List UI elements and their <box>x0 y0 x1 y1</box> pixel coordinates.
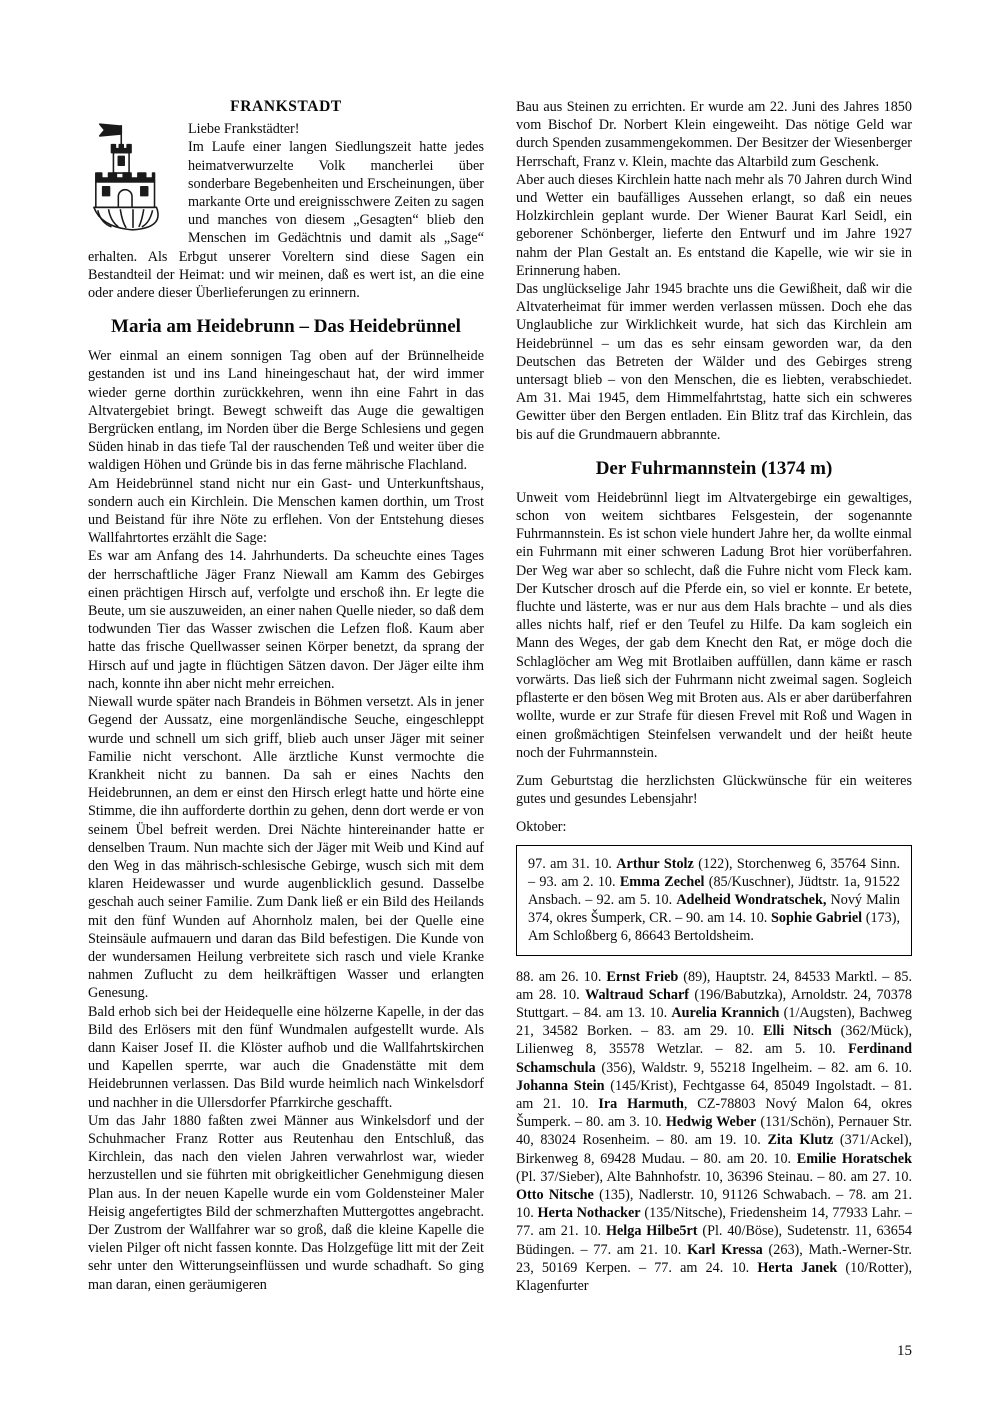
birthday-box-entries: 97. am 31. 10. Arthur Stolz (122), Storchenweg 6, 35764 Sinn. – 93. am 2. 10. Emma Zechel (85/Kuschner), Jüdtstr. 1a, 91522 Ansbach. – 92. am 5. 10. Adelheid Wondratschek, Nový Malin 374, okres Šumperk, CR. – 90. am 14. 10. Sophie Gabriel (173), Am Schloßberg 6, 86643 Bertoldsheim. <box>528 855 901 945</box>
right-column <box>516 98 912 1295</box>
birthday-list: 88. am 26. 10. Ernst Frieb (89), Hauptstr. 24, 84533 Marktl. – 85. am 28. 10. Waltraud Scharf (196/Babutzka), Arnoldstr. 24, 70378 Stuttgart. – 84. am 13. 10. Aurelia Krannich (1/Augsten), Bachweg 21, 34582 Borken. – 83. am 29. 10. Elli Nitsch (362/Mück), Lilienweg 8, 35578 Wetzlar. – 82. am 5. 10. Ferdinand Schamschula (356), Waldstr. 9, 55218 Ingelheim. – 82. am 6. 10. Johanna Stein (145/Krist), Fechtgasse 64, 85049 Ingolstadt. – 81. am 21. 10. Ira Harmuth, CZ-78803 Nový Malon 64, okres Šumperk. – 80. am 3. 10. Hedwig Weber (131/Schön), Pernauer Str. 40, 83024 Rosenheim. – 80. am 19. 10. Zita Klutz (371/Ackel), Birkenweg 8, 69428 Mudau. – 80. am 20. 10. Emilie Horatschek (Pl. 37/Sieber), Alte Bahnhofstr. 10, 36396 Steinau. – 80. am 27. 10. Otto Nitsche (135), Nadlerstr. 10, 91126 Schwabach. – 78. am 21. 10. Herta Nothacker (135/Nitsche), Friedensheim 14, 77933 Lahr. – 77. am 21. 10. Helga Hilbe5rt (Pl. 40/Böse), Sudetenstr. 11, 63654 Büdingen. – 77. am 21. 10. Karl Kressa (263), Math.-Werner-Str. 23, 50169 Kerpen. – 77. am 24. 10. Herta Janek (10/Rotter), Klagenfurter <box>516 968 913 1294</box>
birthday-month-label: Oktober: <box>516 819 567 836</box>
heidebrunn-article-heading: Maria am Heidebrunn – Das Heidebrünnel <box>111 316 461 338</box>
paragraph: Es war am Anfang des 14. Jahrhunderts. Da scheuchte eines Tages der herrschaftliche Jäger Franz Niewall am Kamm des Gebirges einen prächtigen Hirsch auf, verfolgte und erschoß ihn. Er legte die Beute, um sie auszuweiden, an einer nahen Quelle nieder, so daß dem todwunden Tier das Wasser zwischen die Lefzen floß. Kaum aber hatte das frische Quellwasser seinen Körper benetzt, da sprang der Hirsch auf und jagte in flüchtigen Sätzen davon. Der Jäger eilte ihm nach, konnte ihn aber nicht mehr erreichen. <box>88 548 484 692</box>
paragraph: Wer einmal an einem sonnigen Tag oben auf der Brünnelheide gestanden ist und ins Land hineingeschaut hat, der wird immer wieder gerne dorthin zurückkehren, wenn ihn eine Fahrt in das Altvatergebiet bringt. Bewegt schweift das Auge die gewaltigen Bergrücken entlang, im Norden über die Berge Schlesiens und gegen Süden hinab in das tiefe Tal der rauschenden Teß und weiter über die waldigen Höhen und Gründe bis in das ferne mährische Flachland. <box>88 348 484 474</box>
masthead-salutation: Liebe Frankstädter! <box>188 121 300 138</box>
paragraph: Um das Jahr 1880 faßten zwei Männer aus Winkelsdorf und der Schuhmacher Franz Rotter aus Reutenhau den Entschluß, das Kirchlein, das nach den vielen Jahren verwahrlost war, wieder herzustellen und sie führten mit obrigkeitlicher Genehmigung diesen Plan aus. In der neuen Kapelle wurde ein vom Goldensteiner Maler Heisig angefertigtes Bild der schmerzhaften Muttergottes angebracht. Der Zustrom der Wallfahrer war so groß, daß die kleine Kapelle die vielen Pilger oft nicht fassen konnte. Das Holzgefüge litt mit der Zeit sehr unter den Witterungseinflüssen und wurde schadhaft. So ging man daran, einen geräumigeren <box>88 1112 484 1293</box>
masthead-title: FRANKSTADT <box>230 98 342 115</box>
birthday-intro: Zum Geburtstag die herzlichsten Glückwünsche für ein weiteres gutes und gesundes Lebensjahr! <box>516 772 912 808</box>
birthday-box <box>516 845 912 956</box>
masthead-body: Im Laufe einer langen Siedlungszeit hatte jedes heimatverwurzelte Volk mancherlei über sonderbare Begebenheiten und Erscheinungen, über markante Orte und ereignisschwere Zeiten zu sagen und manches von diesem „Gesagten“ blieb den Menschen im Gedächtnis und damit als „Sage“ erhalten. Als Erbgut unserer Voreltern sind diese Sagen ein Bestandteil der Heimat: und wir meinen, daß es wert ist, an die eine oder andere dieser Überlieferungen zu erinnern. <box>88 139 484 302</box>
paragraph: Am Heidebrünnel stand nicht nur ein Gast- und Unterkunftshaus, sondern auch ein Kirchlein. Die Menschen kamen dorthin, um Trost und Beistand für ihre Nöte zu erflehen. Von der Entstehung dieses Wallfahrtortes erzählt die Sage: <box>88 475 484 547</box>
paragraph: Das unglückselige Jahr 1945 brachte uns die Gewißheit, daß wir die Altvaterheimat für immer werden verlassen müssen. Doch ehe das Unglaubliche zur Wirklichkeit wurde, hat sich das Kirchlein am Heidebrünnel – um das es sehr einsam geworden war, da den Deutschen das Betreten der Wälder und des Gebirges streng untersagt blieb – von den Menschen, die es liebten, verabschiedet. Am 31. Mai 1945, dem Himmelfahrtstag, hatte sich ein schweres Gewitter über den Bergen entladen. Ein Blitz traf das Kirchlein, das bis auf die Grundmauern abbrannte. <box>516 281 912 443</box>
fuhrmannstein-article-heading: Der Fuhrmannstein (1374 m) <box>595 457 833 479</box>
paragraph: Bau aus Steinen zu errichten. Er wurde am 22. Juni des Jahres 1850 vom Bischof Dr. Norbert Klein eingeweiht. Das nötige Geld war durch Spenden zusammengekommen. Der Besitzer der Wiesenberger Herrschaft, Franz v. Klein, machte das Altarbild zum Geschenk. <box>516 99 912 170</box>
paragraph: Unweit vom Heidebrünnl liegt im Altvatergebirge ein gewaltiges, schon von weitem sichtbares Felsgestein, der sogenannte Fuhrmannstein. Es ist schon viele hundert Jahre her, da wollte einmal ein Fuhrmann mit einer schweren Ladung Brot hier vorüberfahren. Der Weg war aber so schlecht, daß die Fuhre nicht vom Fleck kam. Der Kutscher drosch auf die Pferde ein, so viel er konnte. Er betete, fluchte und lästerte, was er nur aus dem Hals brachte – und als dies alles nichts half, rief er den Teufel zu Hilfe. Da kam sogleich ein Mann des Weges, der gab dem Knecht den Rat, er möge doch die Schlaglöcher am Weg mit Brotlaiben auffüllen, dann käme er rasch vorwärts. Das ließ sich der Fuhrmann nicht zweimal sagen. Sogleich pflasterte er den bösen Weg mit Broten aus. Als er aber darüberfahren wollte, wurde er zur Strafe für diesen Frevel mit Roß und Wagen in einen großmächtigen Steinfelsen verwandelt und der heißt heute noch der Fuhrmannstein. <box>516 489 912 761</box>
paragraph: Niewall wurde später nach Brandeis in Böhmen versetzt. Als in jener Gegend der Aussatz, eine morgenländische Seuche, eingeschleppt wurde und schnell um sich griff, blieb auch unser Jäger mit seiner Familie nicht verschont. Alle ärztliche Kunst vermochte die Krankheit nicht zu bannen. Da sah er eines Nachts den Heidebrunnen, an dem er einst den Hirsch erlegt hatte und hörte eine Stimme, die ihn aufforderte dorthin zu gehen, denn dort werde er von seinem Übel befreit werden. Drei Nächte hintereinander hatte er denselben Traum. Nun machte sich der Jäger mit Weib und Kind auf den Weg in das mährisch-schlesische Gebirge, wusch sich mit dem klaren Heidewasser und wurde augenblicklich gesund. Dasselbe geschah auch seiner Familie. Zum Dank ließ er ein Bild des Heilands mit den fünf Wunden auf Ahornholz malen, bei der Quelle eine Steinsäule aufmauern und daran das Bild befestigen. Die Kunde von der wundersamen Heilung verbreitete sich rasch und viele Kranke nahmen Zuflucht zu dem heilkräftigen Wasser und erlangten Genesung. <box>88 694 484 1002</box>
left-column <box>88 98 484 1295</box>
masthead <box>88 98 484 302</box>
page-number: 15 <box>897 1343 912 1359</box>
paragraph: Bald erhob sich bei der Heidequelle eine hölzerne Kapelle, in der das Bild des Erlösers mit den fünf Wundmalen aufgestellt wurde. Als dann Kaiser Josef II. die Klöster aufhob und die Wallfahrtskirchen und Kapellen sperrte, war auch die Gnadenstätte mit dem Heidebrunnen verlassen. Das Bild wurde heimlich nach Winkelsdorf und nachher in die Ullersdorfer Pfarrkirche geschafft. <box>88 1003 484 1111</box>
paragraph: Aber auch dieses Kirchlein hatte nach mehr als 70 Jahren durch Wind und Wetter ein baufälliges Aussehen erlangt, so daß ein neues Holzkirchlein geplant wurde. Der Wiener Baurat Karl Seidl, ein geborener Schönberger, lieferte den Entwurf und im Jahre 1927 nahm der Plan Gestalt an. Es entstand die Kapelle, wie wir sie in Erinnerung haben. <box>516 171 912 279</box>
castle-crest-icon <box>88 122 178 232</box>
